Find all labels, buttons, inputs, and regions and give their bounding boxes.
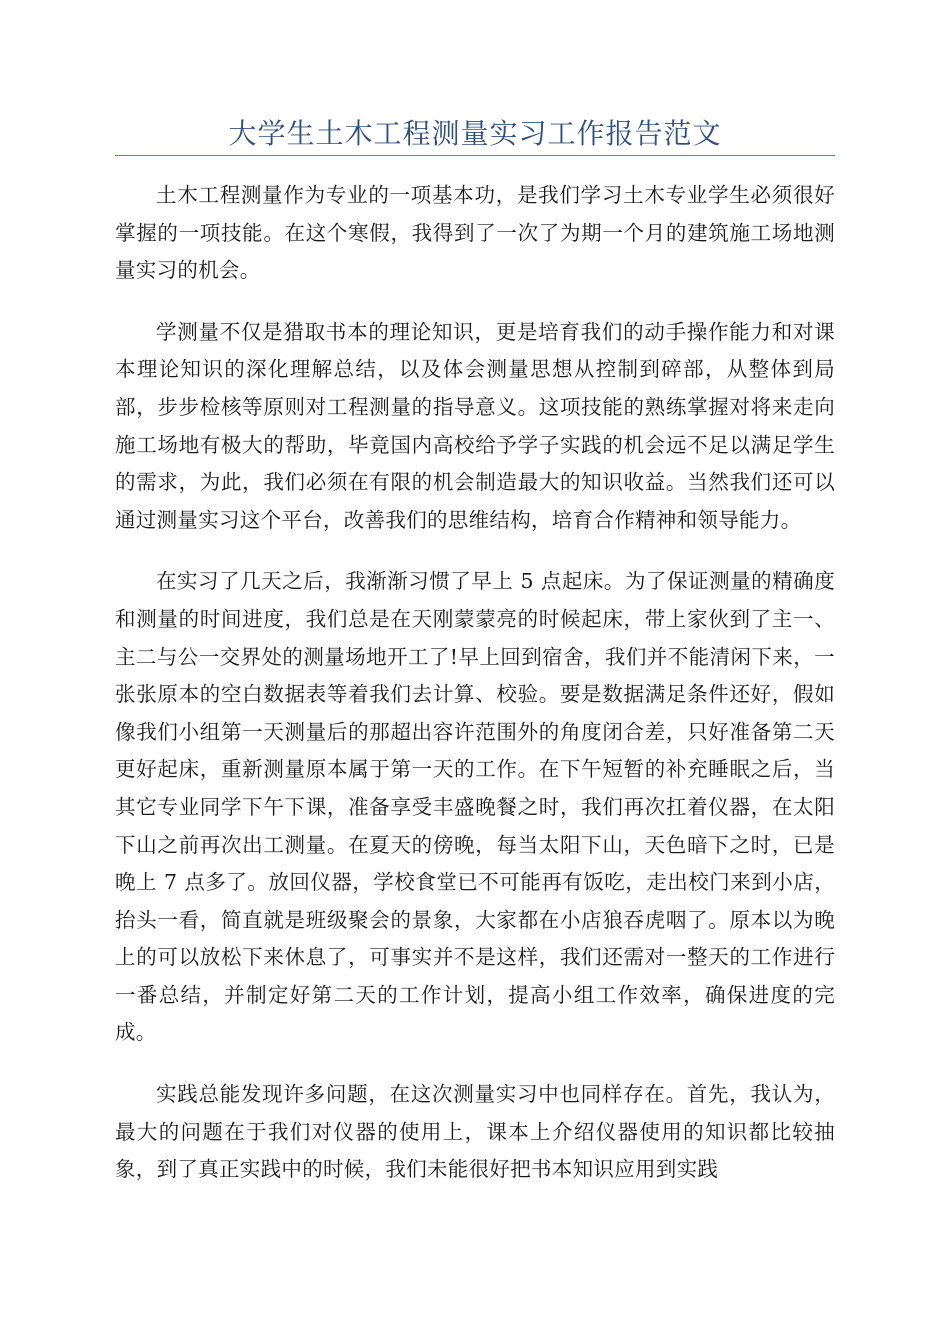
title-underline xyxy=(115,155,835,156)
paragraph-3: 在实习了几天之后，我渐渐习惯了早上 5 点起床。为了保证测量的精确度和测量的时间进度，我们总是在天刚蒙蒙亮的时候起床，带上家伙到了主一、主二与公一交界处的测量场地开工了!早上回到宿舍，我们并不能清闲下来，一张张原本的空白数据表等着我们去计算、校验。要是数据满足条件还好，假如像我们小组第一天测量后的那超出容许范围外的角度闭合差，只好准备第二天更好起床，重新测量原本属于第一天的工作。在下午短暂的补充睡眠之后，当其它专业同学下午下课，准备享受丰盛晚餐之时，我们再次扛着仪器，在太阳下山之前再次出工测量。在夏天的傍晚，每当太阳下山，天色暗下之时，已是晚上 7 点多了。放回仪器，学校食堂已不可能再有饭吃，走出校门来到小店，抬头一看，简直就是班级聚会的景象，大家都在小店狼吞虎咽了。原本以为晚上的可以放松下来休息了，可事实并不是这样，我们还需对一整天的工作进行一番总结，并制定好第二天的工作计划，提高小组工作效率，确保进度的完成。 xyxy=(115,569,835,1045)
document-body xyxy=(115,177,835,1213)
paragraph-2: 学测量不仅是猎取书本的理论知识，更是培育我们的动手操作能力和对课本理论知识的深化理解总结，以及体会测量思想从控制到碎部，从整体到局部，步步检核等原则对工程测量的指导意义。这项技能的熟练掌握对将来走向施工场地有极大的帮助，毕竟国内高校给予学子实践的机会远不足以满足学生的需求，为此，我们必须在有限的机会制造最大的知识收益。当然我们还可以通过测量实习这个平台，改善我们的思维结构，培育合作精神和领导能力。 xyxy=(115,319,835,532)
paragraph-4: 实践总能发现许多问题，在这次测量实习中也同样存在。首先，我认为，最大的问题在于我们对仪器的使用上，课本上介绍仪器使用的知识都比较抽象，到了真正实践中的时候，我们未能很好把书本知识应用到实践 xyxy=(115,1082,835,1182)
paragraph-1: 土木工程测量作为专业的一项基本功，是我们学习土木专业学生必须很好掌握的一项技能。在这个寒假，我得到了一次了为期一个月的建筑施工场地测量实习的机会。 xyxy=(115,183,835,283)
page-title: 大学生土木工程测量实习工作报告范文 xyxy=(228,117,722,150)
